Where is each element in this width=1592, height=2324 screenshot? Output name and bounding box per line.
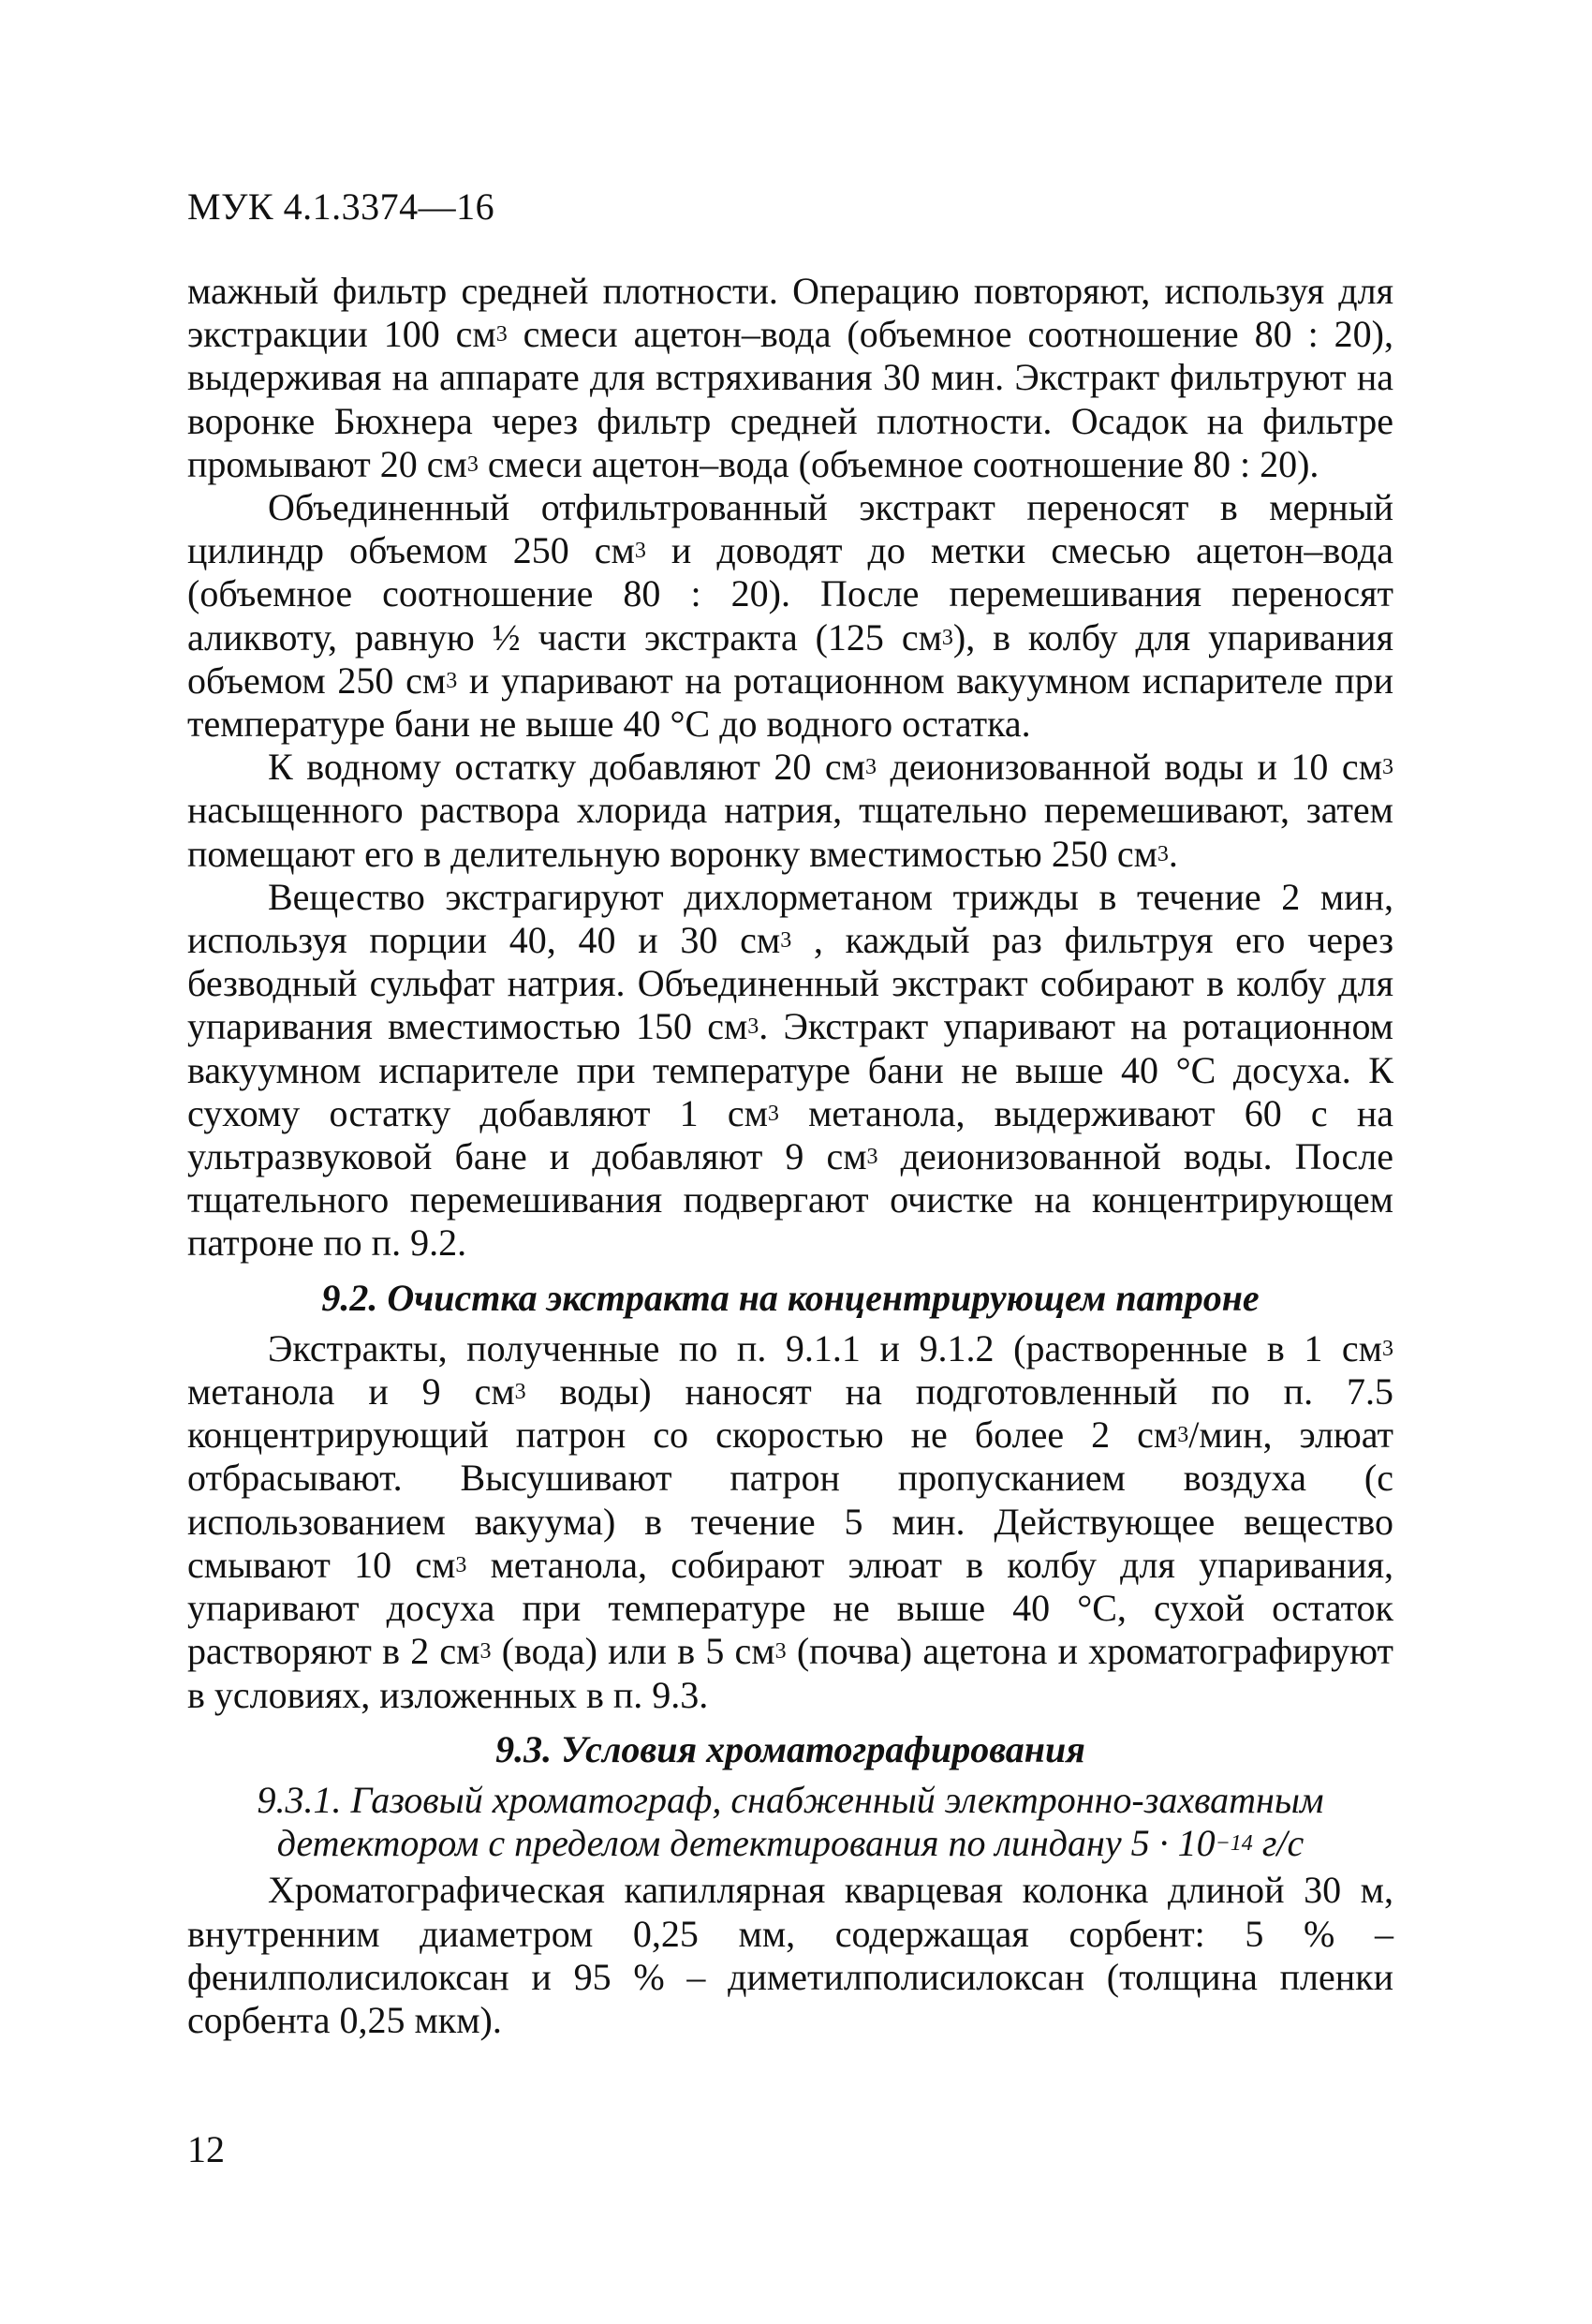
superscript: 3 — [466, 451, 479, 477]
text-run: насыщенного раствора хлорида натрия, тщательно перемешивают, затем помещают его в делительную воронку вместимостью 250 см — [187, 789, 1393, 875]
text-run: и доводят до метки смесью ацетон–вода (объемное соотношение 80 : 20). После перемешивания переносят аликвоту, равную ½ части экстракта (125 см — [187, 529, 1393, 659]
page-number: 12 — [187, 2128, 225, 2170]
superscript: 3 — [1157, 841, 1169, 866]
text-run: Хроматографическая капиллярная кварцевая колонка длиной 30 м, внутренним диаметром 0,25 мм, содержащая сорбент: 5 % – фенилполисилоксан и 95 % – диметилполисилоксан (толщина пленки сорбента 0,25 мкм). — [187, 1869, 1393, 2041]
superscript: 3 — [774, 1639, 787, 1665]
superscript: 3 — [634, 539, 646, 564]
document-body — [187, 270, 1393, 2042]
document-code-header: МУК 4.1.3374—16 — [187, 185, 495, 228]
text-run: г/с — [1252, 1822, 1305, 1865]
text-run: Экстракты, полученные по п. 9.1.1 и 9.1.2 (растворенные в 1 см — [268, 1326, 1382, 1369]
text-run: , каждый раз фильтруя его через безводный сульфат натрия. Объединенный экстракт собирают в колбу для упаривания вместимостью 150 см — [187, 919, 1393, 1048]
superscript: 3 — [866, 1145, 878, 1170]
paragraph-dichloromethane-extraction — [187, 876, 1393, 1266]
text-run: метанола и 9 см — [187, 1370, 515, 1414]
heading-text: 9.3. Условия хроматографирования — [495, 1727, 1085, 1770]
superscript: −14 — [1215, 1831, 1253, 1857]
text-run: воды) наносят на подготовленный по п. 7.5 концентрирующий патрон со скоростью не более 2 см — [187, 1370, 1393, 1457]
text-run: ), в колбу для упаривания объемом 250 см — [187, 615, 1393, 702]
text-run: деионизованной воды и 10 см — [876, 746, 1383, 789]
superscript: 3 — [941, 625, 953, 650]
paragraph-continuation — [187, 270, 1393, 486]
superscript: 3 — [864, 755, 877, 780]
paragraph-cartridge-cleanup — [187, 1327, 1393, 1717]
text-run: смеси ацетон–вода (объемное соотношение 80 : 20). — [478, 442, 1319, 485]
superscript: 3 — [767, 1101, 779, 1126]
text-run: мажный фильтр средней плотности. Операцию повторяют, используя для экстракции 100 см — [187, 270, 1393, 356]
text-run: деионизованной воды. После тщательного перемешивания подвергают очистке на концентрирующем патроне по п. 9.2. — [187, 1135, 1393, 1265]
text-run: смеси ацетон–вода (объемное соотношение 80 : 20), выдерживая на аппарате для встряхивания 30 мин. Экстракт фильтруют на воронке Бюхнера через фильтр средней плотности. Осадок на фильтре промывают 20 см — [187, 313, 1393, 485]
text-run: (почва) ацетона и хроматографируют в условиях, изложенных в п. 9.3. — [187, 1630, 1393, 1716]
superscript: 3 — [514, 1380, 526, 1405]
superscript: 3 — [446, 668, 458, 693]
text-run: метанола, собирают элюат в колбу для упаривания, упаривают досуха при температуре не выше 40 °С, сухой остаток растворяют в 2 см — [187, 1543, 1393, 1673]
subsection-heading-9-3-1 — [187, 1779, 1393, 1865]
paragraph-aqueous-residue — [187, 746, 1393, 876]
text-run: К водному остатку добавляют 20 см — [268, 746, 865, 789]
superscript: 3 — [1382, 755, 1394, 780]
section-heading-9-3 — [187, 1728, 1393, 1771]
text-run: Объединенный отфильтрованный экстракт переносят в мерный цилиндр объемом 250 см — [187, 486, 1393, 572]
text-run: (вода) или в 5 см — [491, 1630, 775, 1673]
superscript: 3 — [747, 1014, 759, 1040]
superscript: 3 — [1177, 1423, 1189, 1448]
section-heading-9-2 — [187, 1277, 1393, 1320]
superscript: 3 — [479, 1639, 492, 1665]
text-run: и упаривают на ротационном вакуумном испарителе при температуре бани не выше 40 °С до водного остатка. — [187, 659, 1393, 746]
superscript: 3 — [1382, 1336, 1393, 1361]
text-run: Вещество экстрагируют дихлорметаном трижды в течение 2 мин, используя порции 40, 40 и 30 см — [187, 875, 1393, 962]
heading-text: 9.2. Очистка экстракта на концентрирующем патроне — [321, 1276, 1260, 1319]
paragraph-combined-extract — [187, 486, 1393, 746]
text-run: 9.3.1. Газовый хроматограф, снабженный электронно-захватным детектором с пределом детектирования по линдану 5 · 10 — [257, 1778, 1324, 1865]
text-run: . — [1168, 832, 1178, 875]
superscript: 3 — [455, 1552, 467, 1577]
superscript: 3 — [780, 928, 792, 954]
text-run: . Экстракт упаривают на ротационном вакуумном испарителе при температуре бани не выше 40 °С досуха. К сухому остатку добавляют 1 см — [187, 1005, 1393, 1134]
text-run: /мин, элюат отбрасывают. Высушивают патрон пропусканием воздуха (с использованием вакуума) в течение 5 мин. Действующее вещество смывают 10 см — [187, 1414, 1393, 1586]
paragraph-column-description — [187, 1869, 1393, 2042]
text-run: метанола, выдерживают 60 с на ультразвуковой бане и добавляют 9 см — [187, 1091, 1394, 1178]
superscript: 3 — [495, 322, 508, 348]
